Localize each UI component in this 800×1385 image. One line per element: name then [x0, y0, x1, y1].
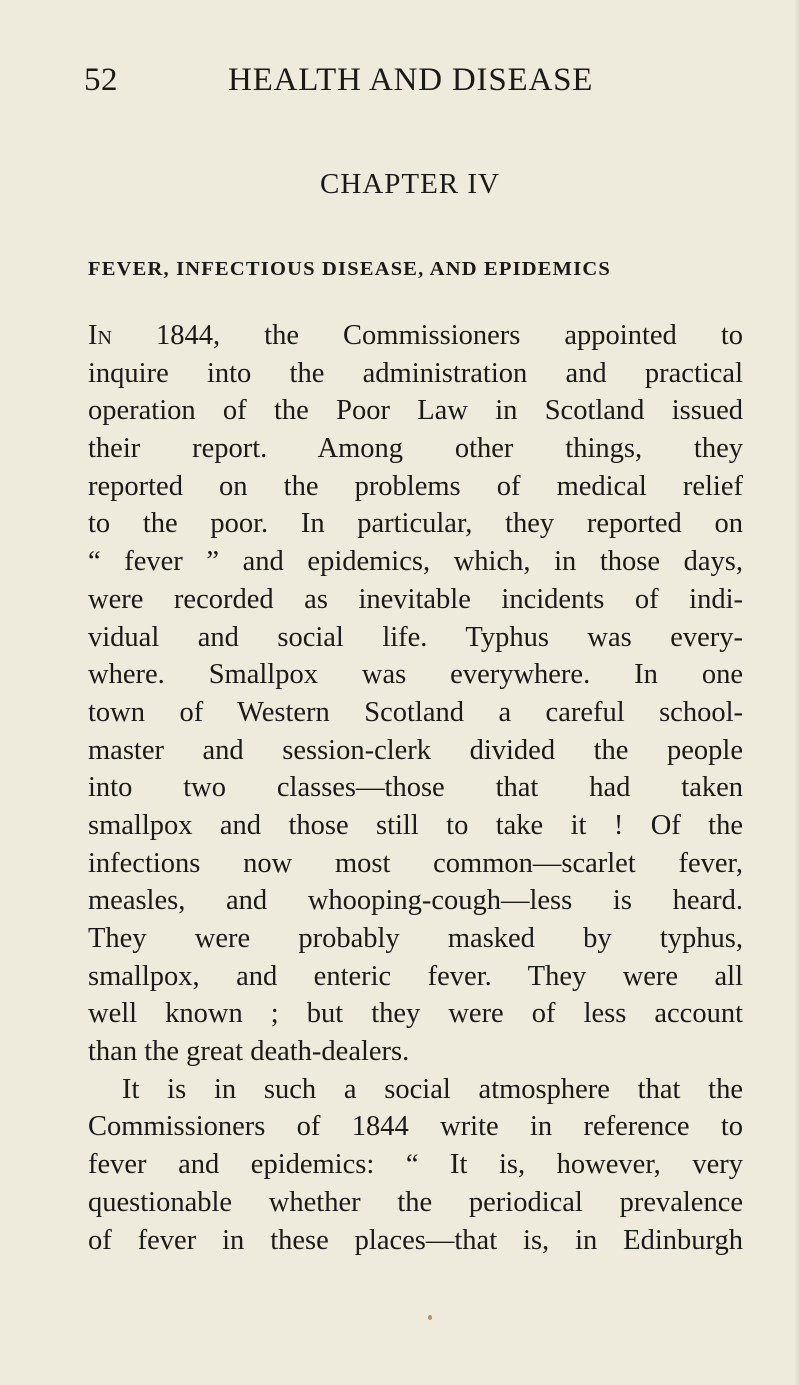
- text-line: master and session-clerk divided the people: [88, 734, 743, 766]
- text-line: than the great death-dealers.: [88, 1036, 410, 1068]
- chapter-subtitle: FEVER, INFECTIOUS DISEASE, AND EPIDEMICS: [88, 258, 612, 280]
- text-line: vidual and social life. Typhus was every-: [88, 621, 743, 653]
- running-head: HEALTH AND DISEASE: [228, 62, 594, 98]
- text-line: of fever in these places—that is, in Edinburgh: [88, 1224, 743, 1256]
- text-line: In 1844, the Commissioners appointed to: [88, 320, 743, 351]
- text-line: smallpox, and enteric fever. They were all: [88, 960, 743, 992]
- page-edge-shadow: [794, 0, 800, 1385]
- text-line: their report. Among other things, they: [88, 433, 743, 465]
- opening-word: In: [88, 320, 112, 351]
- paper-speck: [428, 1315, 432, 1320]
- text-line: fever and epidemics: “ It is, however, very: [88, 1149, 743, 1181]
- text-line: to the poor. In particular, they reported on: [88, 508, 743, 540]
- text-line: were recorded as inevitable incidents of indi-: [88, 583, 743, 615]
- chapter-title: CHAPTER IV: [320, 168, 500, 200]
- text-line: “ fever ” and epidemics, which, in those days,: [88, 546, 743, 578]
- text-line: town of Western Scotland a careful school-: [88, 696, 743, 728]
- text-line: operation of the Poor Law in Scotland issued: [88, 395, 743, 427]
- text-line: reported on the problems of medical relief: [88, 470, 743, 502]
- text-line: where. Smallpox was everywhere. In one: [88, 659, 743, 691]
- text-line: It is in such a social atmosphere that the: [122, 1073, 743, 1105]
- text-line: smallpox and those still to take it ! Of the: [88, 809, 743, 841]
- text-line: They were probably masked by typhus,: [88, 923, 743, 954]
- text-line: inquire into the administration and practical: [88, 357, 743, 389]
- text-line: infections now most common—scarlet fever,: [88, 847, 743, 879]
- page-header: [84, 60, 740, 100]
- body-text: [88, 317, 743, 1259]
- text-line: Commissioners of 1844 write in reference to: [88, 1111, 743, 1143]
- text-line: into two classes—those that had taken: [88, 772, 743, 804]
- text-line: well known ; but they were of less account: [88, 998, 743, 1030]
- page-number: 52: [84, 62, 118, 98]
- text-line: questionable whether the periodical prevalence: [88, 1186, 743, 1218]
- text-line: measles, and whooping-cough—less is heard.: [88, 885, 743, 917]
